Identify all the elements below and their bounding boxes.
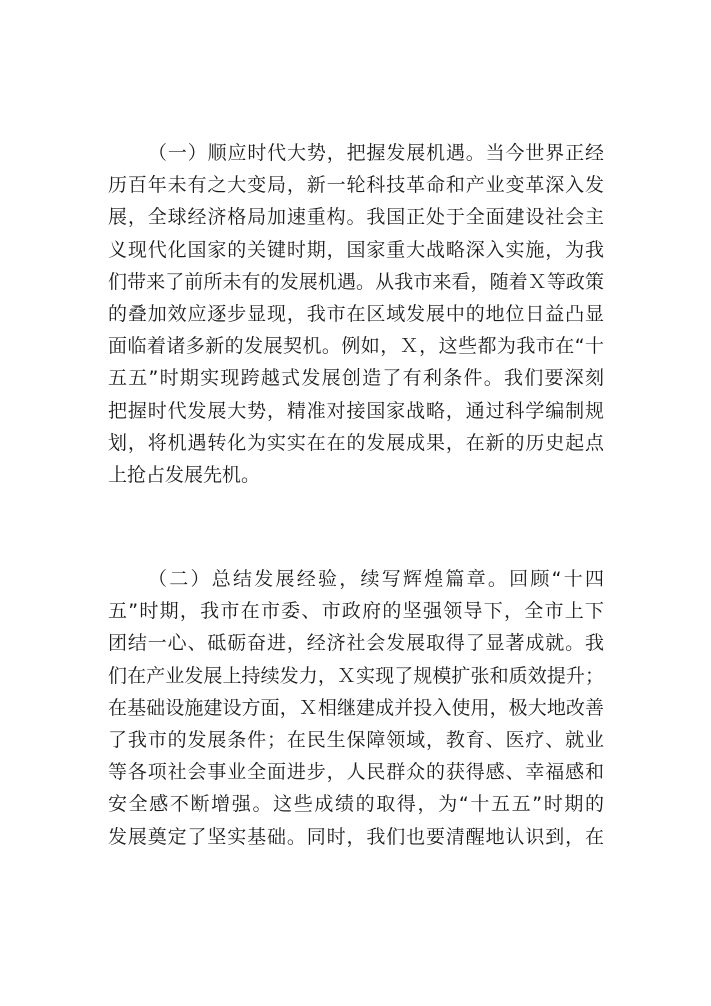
text-line: 了我市的发展条件；在民生保障领域，教育、医疗、就业: [108, 728, 604, 751]
paragraph-1: [108, 137, 604, 491]
text-line: 团结一心、砥砺奋进，经济社会发展取得了显著成就。我: [108, 632, 604, 655]
paragraph-2: [108, 563, 604, 853]
text-line: 在基础设施建设方面，Ｘ相继建成并投入使用，极大地改善: [108, 696, 604, 719]
text-line: 们在产业发展上持续发力，Ｘ实现了规模扩张和质效提升；: [108, 664, 604, 687]
text-line: 面临着诸多新的发展契机。例如，Ｘ，这些都为我市在“十: [108, 335, 604, 358]
text-line: 历百年未有之大变局，新一轮科技革命和产业变革深入发: [108, 174, 604, 197]
text-line: 义现代化国家的关键时期，国家重大战略深入实施，为我: [108, 238, 604, 261]
text-line: （二）总结发展经验，续写辉煌篇章。回顾“十四: [148, 568, 604, 590]
text-line: 把握时代发展大势，精准对接国家战略，通过科学编制规: [108, 399, 604, 422]
text-line: 上抢占发展先机。: [108, 463, 261, 486]
text-line: 们带来了前所未有的发展机遇。从我市来看，随着Ｘ等政策: [108, 270, 604, 293]
text-line: （一）顺应时代大势，把握发展机遇。当今世界正经: [148, 142, 604, 164]
text-line: 安全感不断增强。这些成绩的取得，为“十五五”时期的: [108, 793, 604, 816]
text-line: 五五”时期实现跨越式发展创造了有利条件。我们要深刻: [108, 367, 604, 390]
text-line: 展，全球经济格局加速重构。我国正处于全面建设社会主: [108, 206, 604, 229]
text-line: 划，将机遇转化为实实在在的发展成果，在新的历史起点: [108, 431, 604, 454]
text-line: 五”时期，我市在市委、市政府的坚强领导下，全市上下: [108, 600, 604, 623]
text-line: 的叠加效应逐步显现，我市在区域发展中的地位日益凸显: [108, 302, 604, 325]
text-line: 发展奠定了坚实基础。同时，我们也要清醒地认识到，在: [108, 825, 604, 848]
text-line: 等各项社会事业全面进步，人民群众的获得感、幸福感和: [108, 761, 604, 784]
